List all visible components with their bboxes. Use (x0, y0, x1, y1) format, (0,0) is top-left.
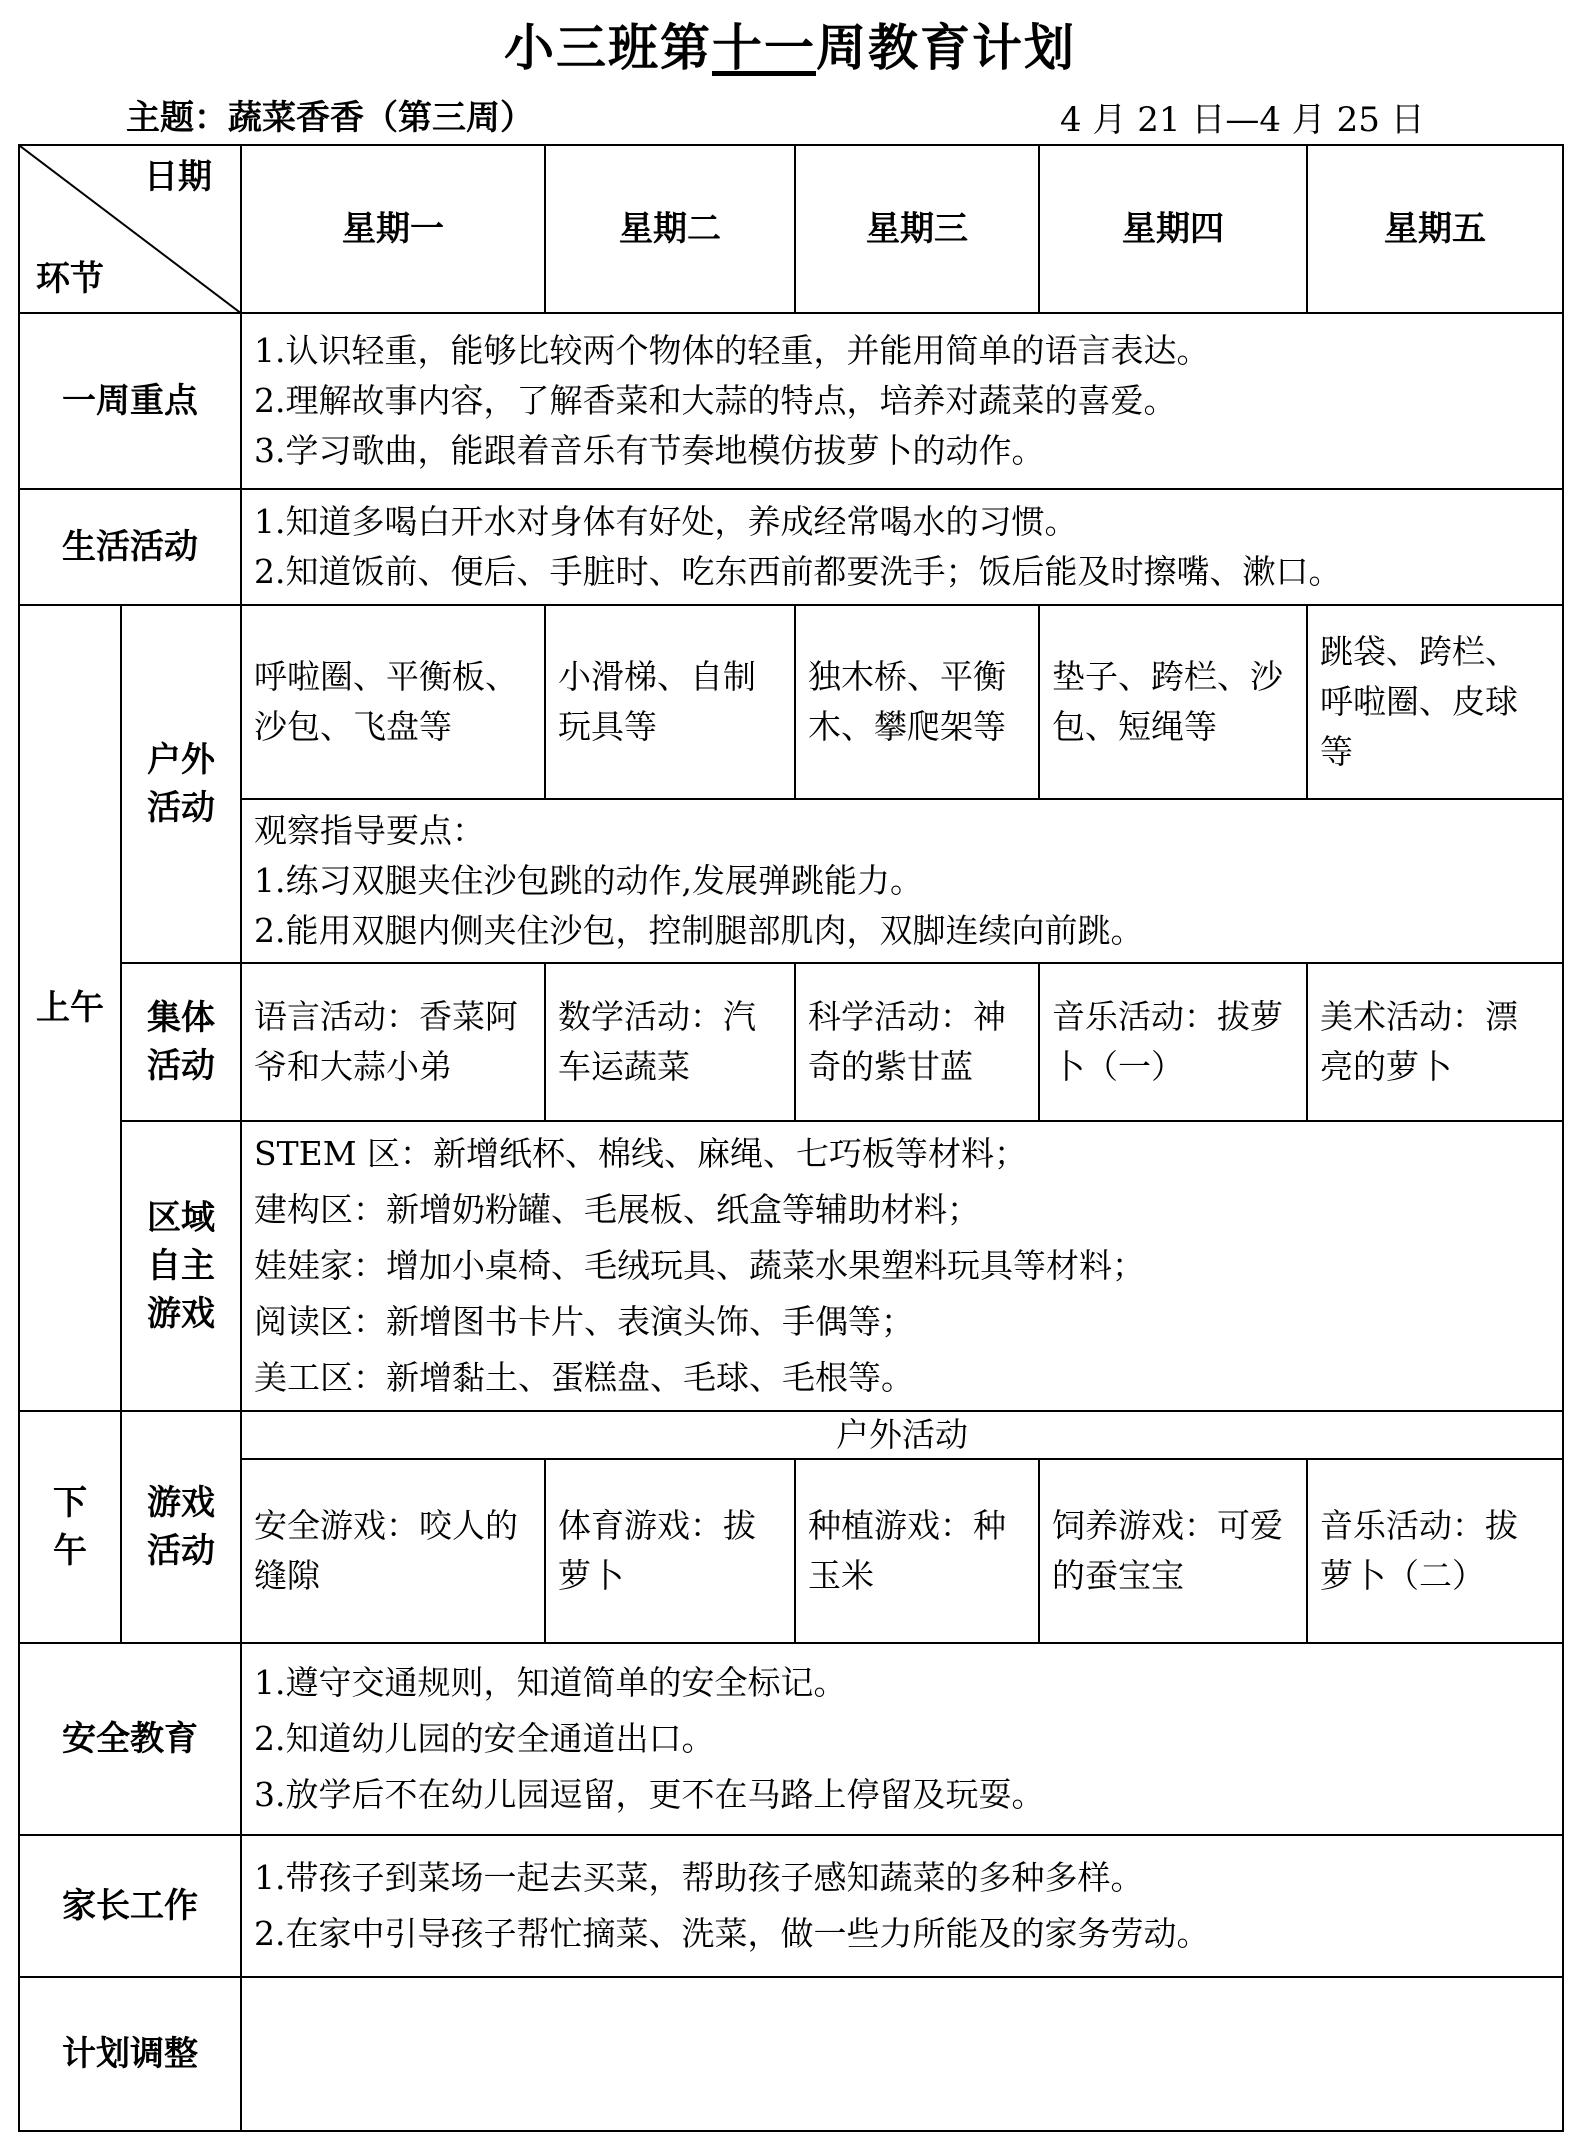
safety-item: 2.知道幼儿园的安全通道出口。 (254, 1719, 715, 1758)
day-header-thu: 星期四 (1039, 145, 1307, 313)
games-wed (795, 1459, 1039, 1643)
games-fri-text: 音乐活动：拔萝卜（二） (1320, 1506, 1518, 1595)
outdoor-tue-text: 小滑梯、自制玩具等 (558, 657, 756, 746)
afternoon-games-row (19, 1459, 1563, 1643)
games-mon-text: 安全游戏：咬人的缝隙 (254, 1506, 518, 1595)
parents-item: 2.在家中引导孩子帮忙摘菜、洗菜，做一些力所能及的家务劳动。 (254, 1914, 1210, 1953)
parents-label: 家长工作 (19, 1835, 241, 1977)
weekly-focus-item: 1.认识轻重，能够比较两个物体的轻重，并能用简单的语言表达。 (254, 331, 1210, 370)
safety-label: 安全教育 (19, 1643, 241, 1835)
plan-table (18, 144, 1564, 2132)
weekly-focus-row (19, 313, 1563, 489)
area-item: 建构区：新增奶粉罐、毛展板、纸盒等辅助材料； (254, 1190, 980, 1229)
group-mon (241, 963, 545, 1121)
outdoor-tue (545, 605, 795, 799)
group-tue (545, 963, 795, 1121)
header-row (19, 145, 1563, 313)
group-fri (1307, 963, 1563, 1121)
afternoon-top-row (19, 1411, 1563, 1459)
outdoor-thu (1039, 605, 1307, 799)
theme-label: 主题：蔬菜香香（第三周） (126, 98, 534, 138)
date-range: 4 月 21 日—4 月 25 日 (1060, 100, 1425, 140)
group-fri-text: 美术活动：漂亮的萝卜 (1320, 997, 1518, 1086)
weekly-focus-content (241, 313, 1563, 489)
day-header-tue: 星期二 (545, 145, 795, 313)
outdoor-wed-text: 独木桥、平衡木、攀爬架等 (808, 657, 1006, 746)
area-games-label-text: 区域自主游戏 (147, 1198, 215, 1334)
life-item: 1.知道多喝白开水对身体有好处，养成经常喝水的习惯。 (254, 502, 1078, 541)
group-tue-text: 数学活动：汽车运蔬菜 (558, 997, 756, 1086)
games-label-text: 游戏活动 (147, 1483, 215, 1571)
games-fri (1307, 1459, 1563, 1643)
afternoon-label-text: 下午 (53, 1483, 87, 1571)
outdoor-wed (795, 605, 1039, 799)
outdoor-days-row (19, 605, 1563, 799)
area-games-row (19, 1121, 1563, 1411)
weekly-focus-item: 3.学习歌曲，能跟着音乐有节奏地模仿拔萝卜的动作。 (254, 431, 1045, 470)
group-wed (795, 963, 1039, 1121)
group-activity-row (19, 963, 1563, 1121)
day-header-wed: 星期三 (795, 145, 1039, 313)
area-item: 娃娃家：增加小桌椅、毛绒玩具、蔬菜水果塑料玩具等材料； (254, 1246, 1145, 1285)
group-activity-label (121, 963, 241, 1121)
area-item: STEM 区：新增纸杯、棉线、麻绳、七巧板等材料； (254, 1134, 1027, 1173)
life-row (19, 489, 1563, 605)
adjust-content (241, 1977, 1563, 2131)
outdoor-guide-line: 观察指导要点： (254, 811, 485, 850)
outdoor-mon-text: 呼啦圈、平衡板、沙包、飞盘等 (254, 657, 518, 746)
games-thu (1039, 1459, 1307, 1643)
outdoor-guide-line: 1.练习双腿夹住沙包跳的动作,发展弹跳能力。 (254, 861, 923, 900)
morning-label: 上午 (19, 605, 121, 1411)
group-thu (1039, 963, 1307, 1121)
safety-item: 1.遵守交通规则，知道简单的安全标记。 (254, 1663, 847, 1702)
games-wed-text: 种植游戏：种玉米 (808, 1506, 1006, 1595)
outdoor-thu-text: 垫子、跨栏、沙包、短绳等 (1052, 657, 1283, 746)
group-wed-text: 科学活动：神奇的紫甘蓝 (808, 997, 1006, 1086)
outdoor-label-text: 户外活动 (147, 740, 215, 828)
day-header-mon: 星期一 (241, 145, 545, 313)
parents-content (241, 1835, 1563, 1977)
adjust-label: 计划调整 (19, 1977, 241, 2131)
area-item: 美工区：新增黏土、蛋糕盘、毛球、毛根等。 (254, 1358, 914, 1397)
title-week-number: 十一 (712, 19, 816, 77)
outdoor-guide-row (19, 799, 1563, 963)
area-item: 阅读区：新增图书卡片、表演头饰、手偶等； (254, 1302, 914, 1341)
games-tue-text: 体育游戏：拔萝卜 (558, 1506, 756, 1595)
afternoon-label (19, 1411, 121, 1643)
parents-item: 1.带孩子到菜场一起去买菜，帮助孩子感知蔬菜的多种多样。 (254, 1858, 1144, 1897)
title-prefix: 小三班第 (504, 19, 712, 77)
group-mon-text: 语言活动：香菜阿爷和大蒜小弟 (254, 997, 518, 1086)
life-item: 2.知道饭前、便后、手脏时、吃东西前都要洗手；饭后能及时擦嘴、漱口。 (254, 552, 1342, 591)
parents-row (19, 1835, 1563, 1977)
outdoor-fri-text: 跳袋、跨栏、呼啦圈、皮球等 (1320, 632, 1518, 771)
outdoor-guide-line: 2.能用双腿内侧夹住沙包，控制腿部肌肉，双脚连续向前跳。 (254, 911, 1144, 950)
corner-cell (19, 145, 241, 313)
date-header-label: 日期 (144, 157, 212, 197)
adjust-row (19, 1977, 1563, 2131)
games-label (121, 1411, 241, 1643)
weekly-focus-label: 一周重点 (19, 313, 241, 489)
outdoor-label (121, 605, 241, 963)
group-activity-label-text: 集体活动 (147, 998, 215, 1086)
afternoon-outdoor-header: 户外活动 (241, 1411, 1563, 1459)
outdoor-guide (241, 799, 1563, 963)
outdoor-fri (1307, 605, 1563, 799)
area-games-label (121, 1121, 241, 1411)
page-title (0, 8, 1580, 80)
safety-row (19, 1643, 1563, 1835)
safety-content (241, 1643, 1563, 1835)
life-content (241, 489, 1563, 605)
area-games-content (241, 1121, 1563, 1411)
section-header-label: 环节 (36, 259, 104, 299)
life-label: 生活活动 (19, 489, 241, 605)
day-header-fri: 星期五 (1307, 145, 1563, 313)
games-thu-text: 饲养游戏：可爱的蚕宝宝 (1052, 1506, 1283, 1595)
title-suffix: 周教育计划 (816, 19, 1076, 77)
weekly-focus-item: 2.理解故事内容，了解香菜和大蒜的特点，培养对蔬菜的喜爱。 (254, 381, 1177, 420)
games-tue (545, 1459, 795, 1643)
games-mon (241, 1459, 545, 1643)
safety-item: 3.放学后不在幼儿园逗留，更不在马路上停留及玩耍。 (254, 1775, 1045, 1814)
outdoor-mon (241, 605, 545, 799)
group-thu-text: 音乐活动：拔萝卜（一） (1052, 997, 1283, 1086)
